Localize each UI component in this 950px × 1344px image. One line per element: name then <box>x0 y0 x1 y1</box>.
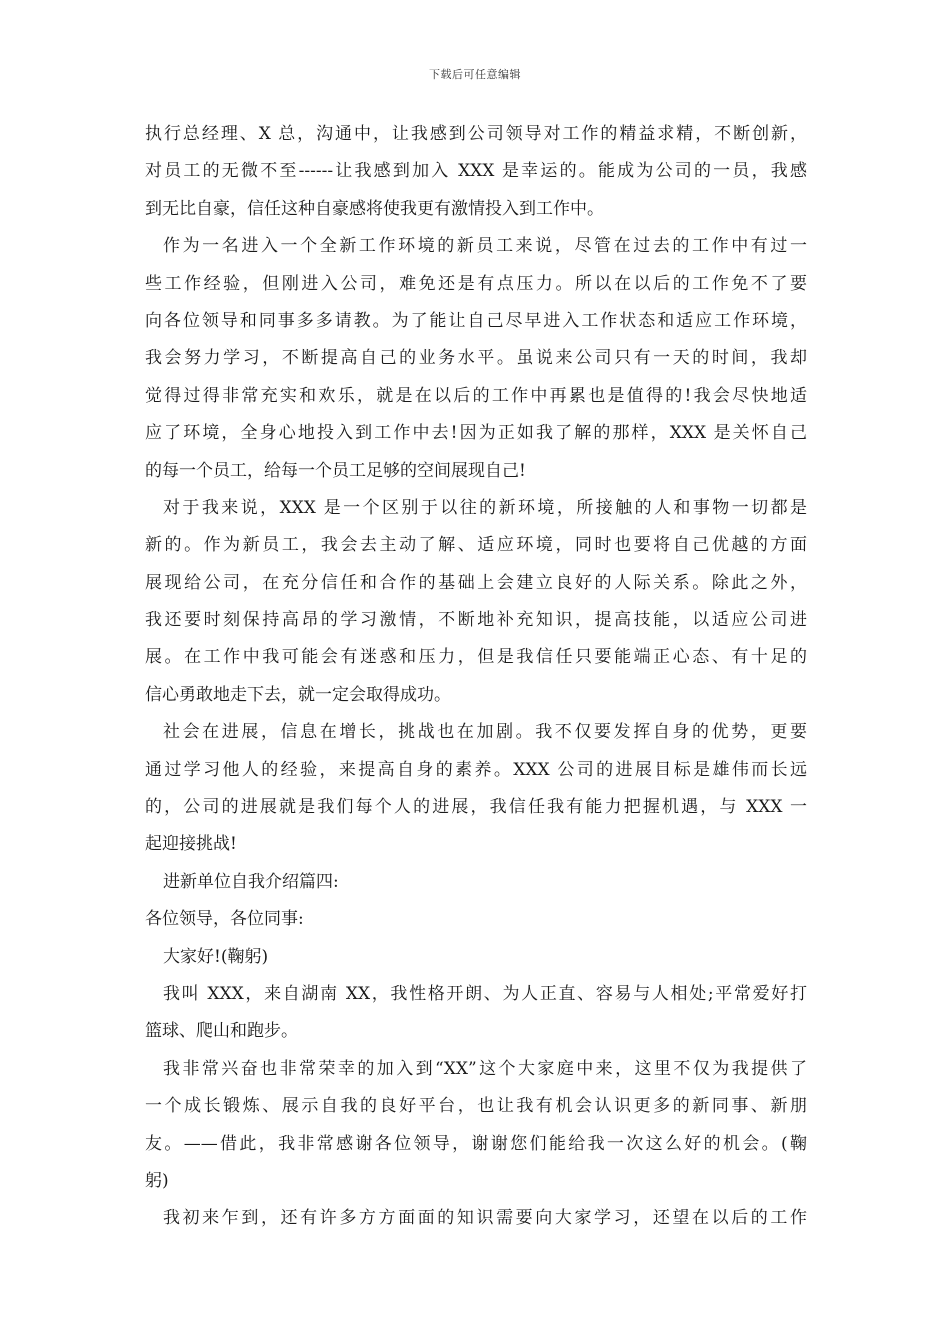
page-header: 下载后可任意编辑 <box>429 68 521 81</box>
text-line: 向各位领导和同事多多请教。为了能让自己尽早进入工作状态和适应工作环境， <box>145 310 807 331</box>
text-line: 新的。作为新员工，我会去主动了解、适应环境，同时也要将自己优越的方面 <box>145 535 807 556</box>
text-line: 大家好!(鞠躬) <box>163 946 269 967</box>
text-line: 我会努力学习，不断提高自己的业务水平。虽说来公司只有一天的时间，我却 <box>145 348 807 369</box>
text-line: 展。在工作中我可能会有迷惑和压力，但是我信任只要能端正心态、有十足的 <box>145 647 807 668</box>
text-line: 作为一名进入一个全新工作环境的新员工来说，尽管在过去的工作中有过一 <box>163 236 807 257</box>
text-line: 躬) <box>145 1170 169 1191</box>
text-line: 对员工的无微不至------让我感到加入 XXX 是幸运的。能成为公司的一员，我感 <box>145 161 807 182</box>
text-line: 觉得过得非常充实和欢乐，就是在以后的工作中再累也是值得的!我会尽快地适 <box>145 385 807 406</box>
text-line: 起迎接挑战! <box>145 834 237 855</box>
text-line: 篮球、爬山和跑步。 <box>145 1021 298 1042</box>
text-line: 我还要时刻保持高昂的学习激情，不断地补充知识，提高技能，以适应公司进 <box>145 610 807 631</box>
text-line: 我初来乍到，还有许多方方面面的知识需要向大家学习，还望在以后的工作 <box>163 1208 807 1229</box>
text-line: 应了环境，全身心地投入到工作中去!因为正如我了解的那样，XXX 是关怀自己 <box>145 423 807 444</box>
text-line: 对于我来说，XXX 是一个区别于以往的新环境，所接触的人和事物一切都是 <box>163 497 807 518</box>
text-line: 我叫 XXX，来自湖南 XX，我性格开朗、为人正直、容易与人相处;平常爱好打 <box>163 983 807 1004</box>
text-line: 一个成长锻炼、展示自我的良好平台，也让我有机会认识更多的新同事、新朋 <box>145 1096 807 1117</box>
text-line: 进新单位自我介绍篇四: <box>163 871 339 892</box>
text-line: 社会在进展，信息在增长，挑战也在加剧。我不仅要发挥自身的优势，更要 <box>163 722 807 743</box>
text-line: 的每一个员工，给每一个员工足够的空间展现自己! <box>145 460 526 481</box>
text-line: 信心勇敢地走下去，就一定会取得成功。 <box>145 684 451 705</box>
text-line: 我非常兴奋也非常荣幸的加入到“XX”这个大家庭中来，这里不仅为我提供了 <box>163 1058 807 1079</box>
text-line: 友。——借此，我非常感谢各位领导，谢谢您们能给我一次这么好的机会。(鞠 <box>145 1133 807 1154</box>
text-line: 各位领导，各位同事: <box>145 909 304 930</box>
text-line: 执行总经理、X 总，沟通中，让我感到公司领导对工作的精益求精，不断创新， <box>145 124 807 144</box>
text-line: 的，公司的进展就是我们每个人的进展，我信任我有能力把握机遇，与 XXX 一 <box>145 797 807 818</box>
text-line: 到无比自豪，信任这种自豪感将使我更有激情投入到工作中。 <box>145 198 604 219</box>
text-line: 些工作经验，但刚进入公司，难免还是有点压力。所以在以后的工作免不了要 <box>145 273 807 294</box>
text-line: 通过学习他人的经验，来提高自身的素养。XXX 公司的进展目标是雄伟而长远 <box>145 759 807 780</box>
document-body <box>145 116 807 1238</box>
text-line: 展现给公司，在充分信任和合作的基础上会建立良好的人际关系。除此之外， <box>145 572 807 593</box>
